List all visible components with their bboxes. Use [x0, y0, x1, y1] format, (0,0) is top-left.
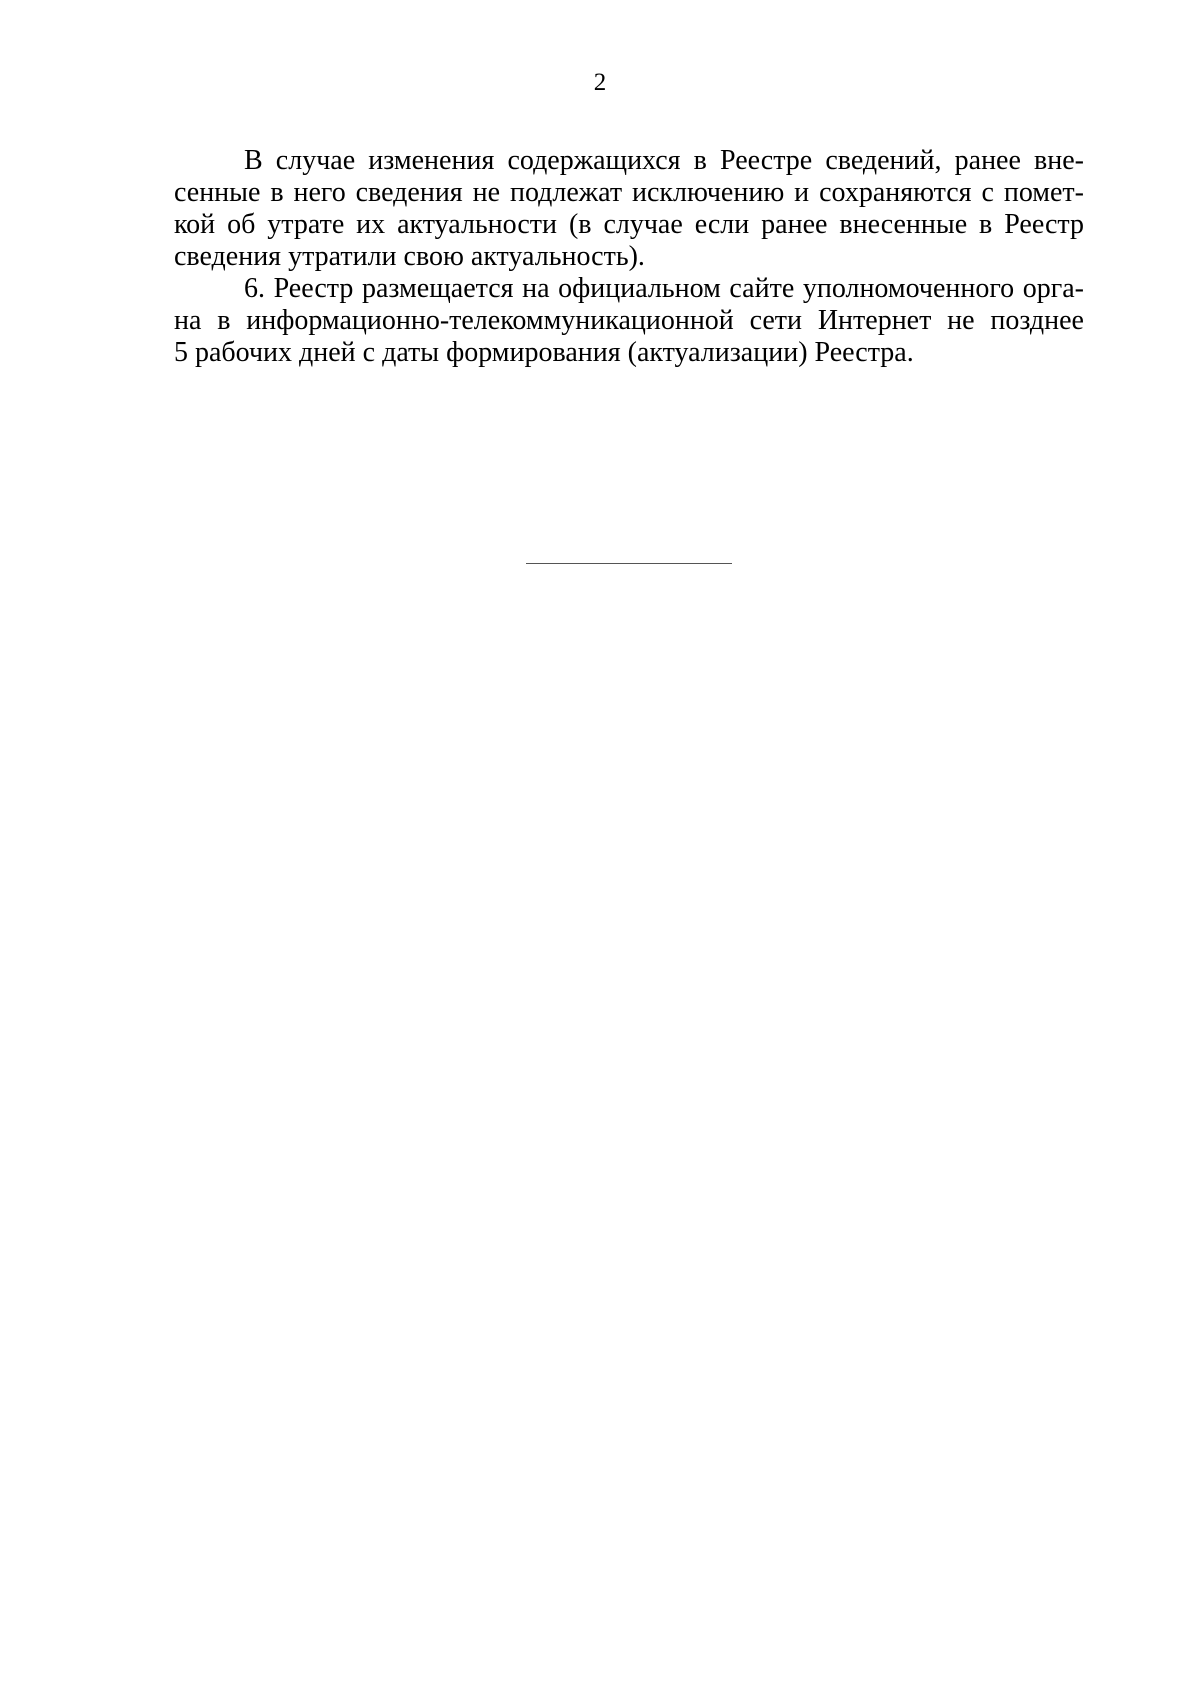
closing-divider [526, 563, 732, 564]
paragraph-line: 6. Реестр размещается на официальном сайте уполномоченного орга- [244, 273, 1084, 304]
paragraph-line: 5 рабочих дней с даты формирования (актуализации) Реестра. [174, 337, 914, 368]
paragraph-line: сенные в него сведения не подлежат исключению и сохраняются с помет- [174, 177, 1084, 208]
paragraph-line: кой об утрате их актуальности (в случае если ранее внесенные в Реестр [174, 209, 1084, 240]
paragraph-line: на в информационно-телекоммуникационной сети Интернет не позднее [174, 305, 1084, 336]
page-number: 2 [593, 69, 607, 96]
paragraph-line: сведения утратили свою актуальность). [174, 241, 645, 272]
paragraph-line: В случае изменения содержащихся в Реестре сведений, ранее вне- [244, 145, 1084, 176]
